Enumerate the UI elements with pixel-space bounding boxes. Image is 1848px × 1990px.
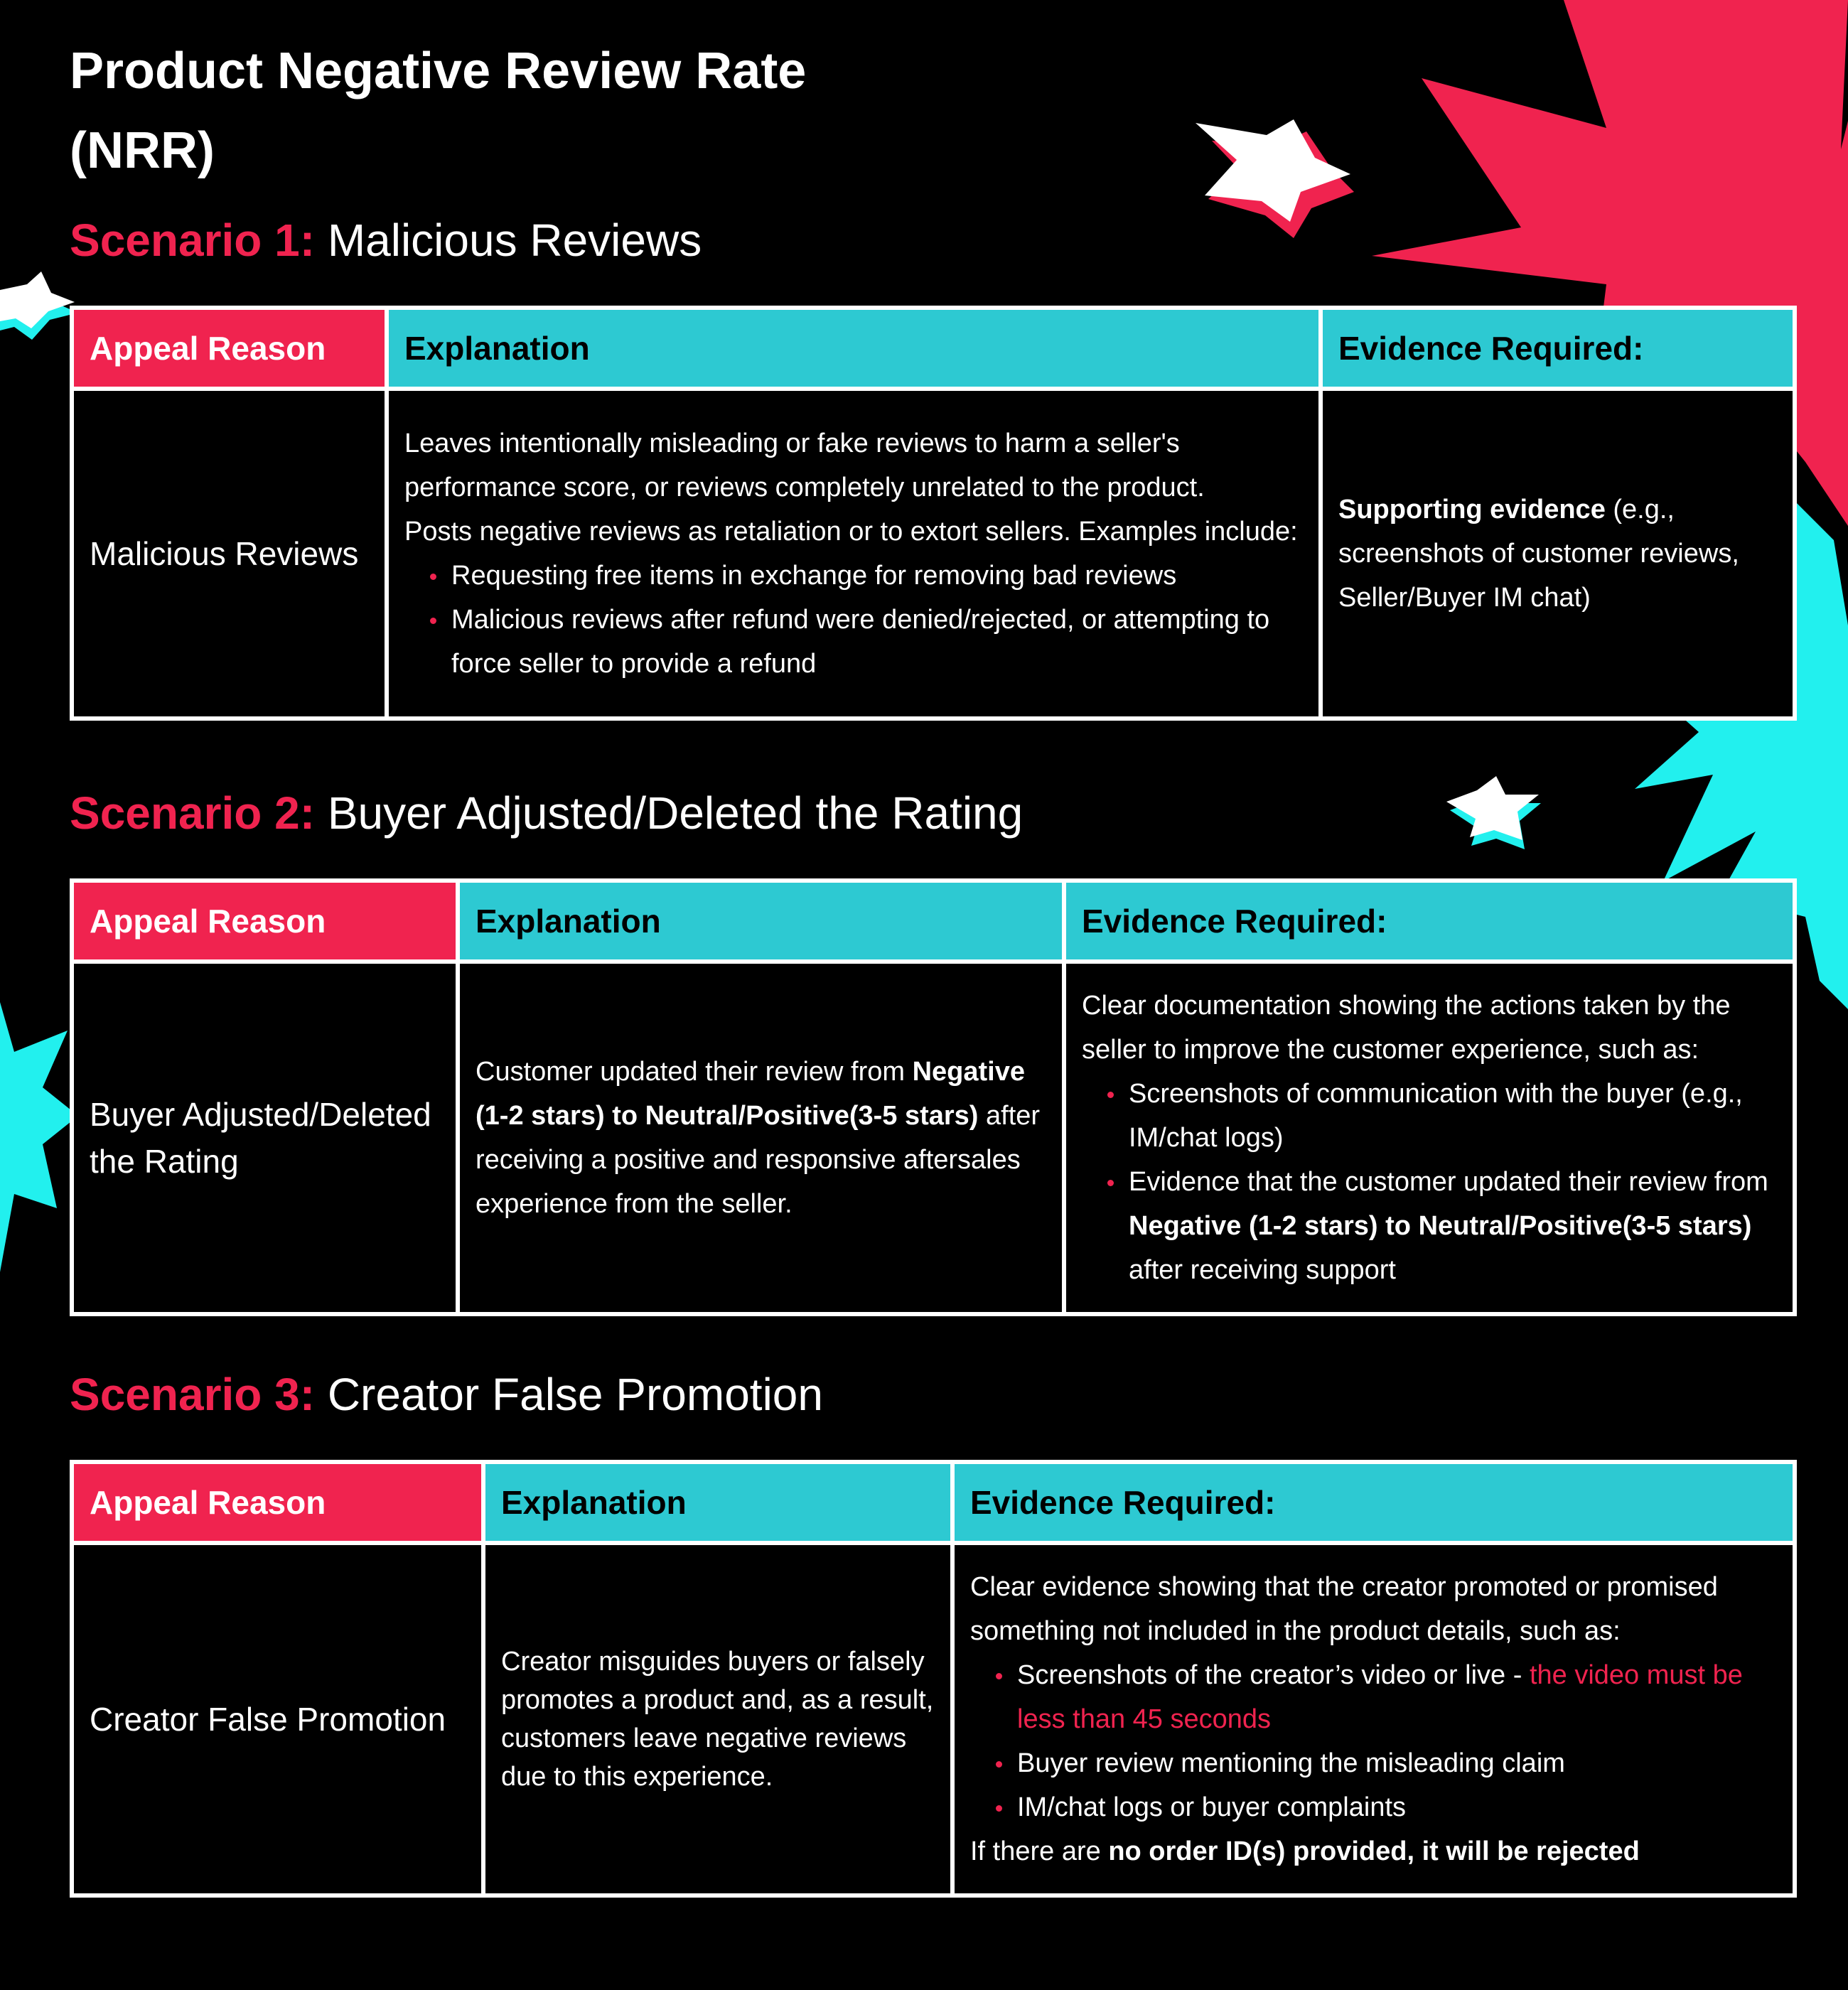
header-evidence-required: Evidence Required: (1321, 308, 1795, 389)
page-title: Product Negative Review Rate (NRR) (70, 43, 807, 179)
scenario-name: Malicious Reviews (327, 215, 702, 266)
header-evidence-required: Evidence Required: (952, 1462, 1795, 1543)
explanation-text: after receiving a positive and responsive aftersales experience from the seller. (476, 1101, 1041, 1219)
scenario-name: Buyer Adjusted/Deleted the Rating (327, 787, 1024, 839)
appeal-reason-cell: Creator False Promotion (72, 1543, 483, 1895)
list-item-text: Screenshots of the creator’s video or live - (1017, 1660, 1530, 1690)
table-header-row (72, 1462, 1795, 1543)
header-appeal-reason: Appeal Reason (72, 881, 458, 962)
explanation-cell (387, 389, 1321, 719)
table-header-row (72, 308, 1795, 389)
scenario-3-table (70, 1460, 1797, 1898)
header-appeal-reason: Appeal Reason (72, 308, 387, 389)
scenario-1-heading (70, 212, 702, 269)
scenario-label: Scenario 1: (70, 215, 316, 266)
evidence-cell (952, 1543, 1795, 1895)
explanation-text: Customer updated their review from (476, 1057, 913, 1087)
explanation-text: Leaves intentionally misleading or fake reviews to harm a seller's performance score, or reviews completely unrelated to the product. (404, 429, 1205, 502)
scenario-name: Creator False Promotion (327, 1369, 823, 1420)
evidence-cell (1064, 962, 1795, 1314)
evidence-cell (1321, 389, 1795, 719)
video-length-requirement: the video must be less than 45 seconds (1017, 1660, 1743, 1734)
explanation-cell (458, 962, 1064, 1314)
table-row (72, 389, 1795, 719)
evidence-bullet-list (1082, 1072, 1777, 1292)
evidence-bullet-list (970, 1653, 1777, 1829)
header-explanation: Explanation (458, 881, 1064, 962)
list-item: Screenshots of communication with the buyer (e.g., IM/chat logs) (1129, 1072, 1777, 1160)
evidence-footer-text: If there are (970, 1836, 1109, 1866)
list-item: Requesting free items in exchange for removing bad reviews (451, 554, 1303, 598)
header-evidence-required: Evidence Required: (1064, 881, 1795, 962)
list-item (1017, 1653, 1777, 1741)
header-appeal-reason: Appeal Reason (72, 1462, 483, 1543)
header-explanation: Explanation (483, 1462, 952, 1543)
list-item-bold-text: Negative (1-2 stars) to Neutral/Positive(3-5 stars) (1129, 1211, 1752, 1241)
evidence-bold-text: Supporting evidence (1338, 495, 1606, 525)
table-row (72, 962, 1795, 1314)
list-item: Buyer review mentioning the misleading claim (1017, 1741, 1777, 1785)
evidence-text: (e.g., screenshots of customer reviews, Seller/Buyer IM chat) (1338, 495, 1739, 613)
evidence-footer-bold-text: no order ID(s) provided, it will be rejected (1108, 1836, 1640, 1866)
appeal-reason-cell: Malicious Reviews (72, 389, 387, 719)
list-item-text: after receiving support (1129, 1255, 1396, 1285)
scenario-1-table (70, 306, 1797, 721)
scenario-2-table (70, 878, 1797, 1316)
scenario-label: Scenario 2: (70, 787, 316, 839)
explanation-cell: Creator misguides buyers or falsely promotes a product and, as a result, customers leave negative reviews due to this experience. (483, 1543, 952, 1895)
list-item: IM/chat logs or buyer complaints (1017, 1785, 1777, 1829)
evidence-footer (970, 1829, 1777, 1873)
scenario-label: Scenario 3: (70, 1369, 316, 1420)
list-item-text: Evidence that the customer updated their review from (1129, 1167, 1768, 1197)
appeal-reason-cell: Buyer Adjusted/Deleted the Rating (72, 962, 458, 1314)
scenario-3-heading (70, 1366, 823, 1423)
list-item: Malicious reviews after refund were denied/rejected, or attempting to force seller to provide a refund (451, 598, 1303, 686)
evidence-intro: Clear evidence showing that the creator promoted or promised something not included in the product details, such as: (970, 1572, 1718, 1646)
header-explanation: Explanation (387, 308, 1321, 389)
list-item (1129, 1160, 1777, 1292)
explanation-bold-text: Negative (1-2 stars) to Neutral/Positive(3-5 stars) (476, 1057, 1025, 1131)
explanation-bullet-list (404, 554, 1303, 686)
evidence-intro: Clear documentation showing the actions taken by the seller to improve the customer experience, such as: (1082, 991, 1731, 1065)
table-header-row (72, 881, 1795, 962)
scenario-2-heading (70, 785, 1023, 841)
explanation-text: Posts negative reviews as retaliation or to extort sellers. Examples include: (404, 517, 1298, 547)
table-row (72, 1543, 1795, 1895)
